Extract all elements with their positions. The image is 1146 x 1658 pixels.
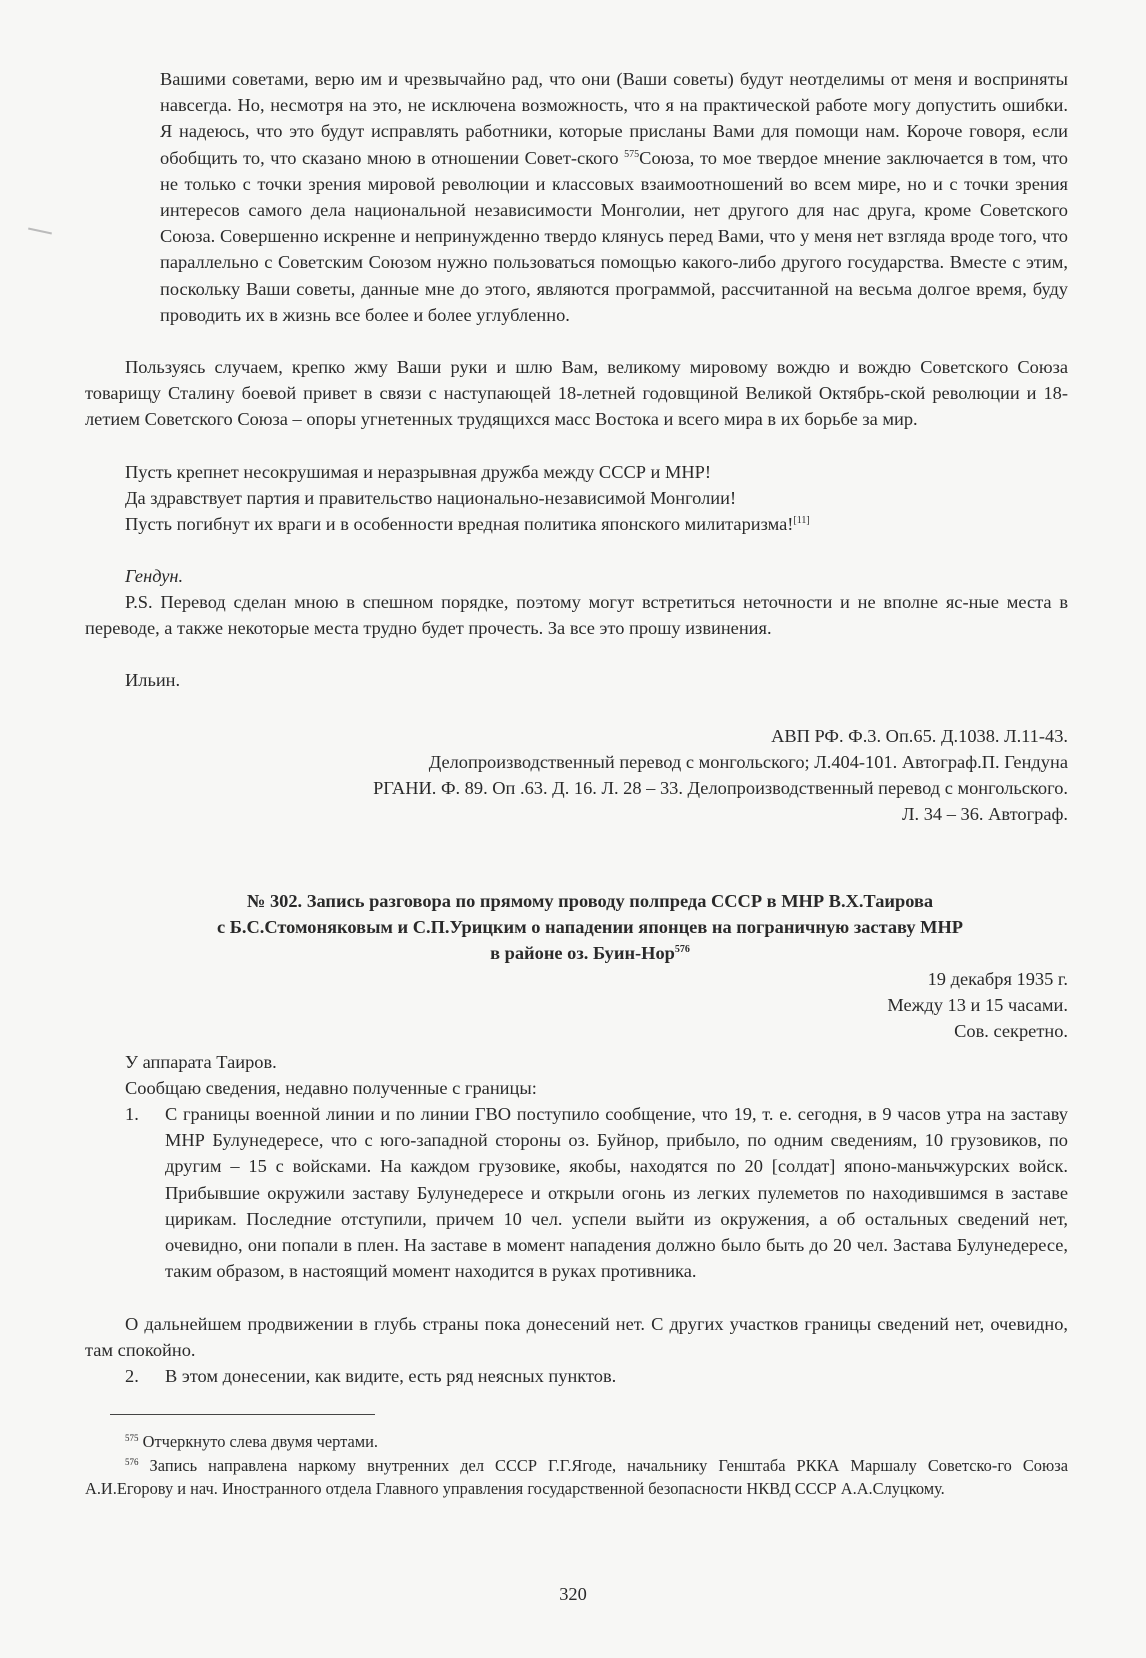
footnote-575 [85, 1431, 1068, 1454]
title-line-2: с Б.С.Стомоняковым и С.П.Урицким о нападении японцев на пограничную заставу МНР [216, 917, 964, 937]
source-line-2: Делопроизводственный перевод с монгольского; Л.404-101. Автограф.П. Гендуна [428, 752, 1068, 772]
intro-line: Сообщаю сведения, недавно полученные с границы: [125, 1078, 537, 1098]
source-line-1: АВП РФ. Ф.3. Оп.65. Д.1038. Л.11-43. [771, 726, 1068, 746]
translator-name: Ильин. [125, 670, 181, 690]
footnote-divider [110, 1414, 375, 1415]
at-apparatus: У аппарата Таиров. [125, 1052, 277, 1072]
list-item-1-number: 1. [125, 1104, 139, 1124]
document-date: 19 декабря 1935 г. [927, 969, 1068, 989]
signature: Гендун. [125, 566, 184, 586]
footnote-ref-575: 575 [624, 148, 640, 160]
footnote-576-text: Запись направлена наркому внутренних дел СССР Г.Г.Ягоде, начальнику Генштаба РККА Маршалу Советско-го Союза А.И.Егорову и нач. Иностранного отдела Главного управления государственной безопасности НКВД СССР А.А.Слуцкому. [85, 1456, 1068, 1498]
list-item-1 [125, 1101, 1068, 1284]
source-line-3: РГАНИ. Ф. 89. Оп .63. Д. 16. Л. 28 – 33. Делопроизводственный перевод с монгольского. [373, 778, 1068, 798]
slogan-enemies [125, 511, 810, 537]
title-line-3-text: в районе оз. Буин-Нор [490, 943, 675, 963]
list-item-2-text: В этом донесении, как видите, есть ряд неясных пунктов. [165, 1366, 617, 1386]
quote-text-b: Союза, то мое твердое мнение заключается в том, что не только с точки зрения мировой революции и классовых взаимоотношений во всем мире, но и с точки зрения интересов самого дела национальной независимости Монголии, нет другого для нас друга, кроме Советского Союза. Совершенно искренне и непринужденно твердо клянусь перед Вами, что у меня нет взгляда вроде того, что параллельно с Советским Союзом нужно пользоваться помощью какого-либо другого государства. Вместе с этим, поскольку Ваши советы, данные мне до этого, являются программой, рассчитанной на весьма долгое время, буду проводить их в жизнь все более и более углубленно. [160, 147, 1068, 325]
slogan-sup: [11] [793, 515, 810, 526]
title-line-1: № 302. Запись разговора по прямому проводу полпреда СССР в МНР В.Х.Таирова [246, 891, 934, 911]
footnote-576 [85, 1455, 1068, 1500]
greeting-paragraph: Пользуясь случаем, крепко жму Ваши руки и шлю Вам, великому мировому вождю и вождю Советского Союза товарищу Сталину боевой привет в связи с наступающей 18-летней годовщиной Великой Октябрь-ской революции и 18-летием Советского Союза – опоры угнетенных трудящихся масс Востока и всего мира в их борьбе за мир. [85, 357, 1068, 430]
slogan-friendship: Пусть крепнет несокрушимая и неразрывная дружба между СССР и МНР! [125, 462, 711, 482]
slogan-party: Да здравствует партия и правительство национально-независимой Монголии! [125, 488, 737, 508]
footnote-575-number: 575 [125, 1433, 139, 1443]
ps-paragraph: P.S. Перевод сделан мною в спешном порядке, поэтому могут встретиться неточности и не вполне яс-ные места в переводе, а также некоторые места трудно будет прочесть. За все это прошу извинения. [85, 592, 1068, 639]
document-title [160, 888, 1020, 966]
list-item-2-number: 2. [125, 1366, 139, 1386]
document-time: Между 13 и 15 часами. [887, 995, 1068, 1015]
page-number: 320 [559, 1584, 587, 1604]
slogan-enemies-text: Пусть погибнут их враги и в особенности вредная политика японского милитаризма! [125, 514, 794, 534]
after-paragraph: О дальнейшем продвижении в глубь страны пока донесений нет. С других участков границы сведений нет, очевидно, там спокойно. [85, 1314, 1068, 1361]
quote-text-a: Вашими советами, верю им и чрезвычайно рад, что они (Ваши советы) будут неотделимы от меня и восприняты навсегда. Но, несмотря на это, не исключена возможность, что я на практической работе могу допустить ошибки. Я надеюсь, что это будут исправлять работники, которые присланы Вами для помощи нам. Короче говоря, если обобщить то, что сказано мною в отношении Совет-ского [160, 69, 1068, 168]
footnote-576-number: 576 [125, 1457, 139, 1467]
quote-paragraph [160, 66, 1068, 328]
list-item-2 [125, 1363, 1068, 1389]
footnote-575-text: Отчеркнуто слева двумя чертами. [142, 1432, 378, 1451]
source-line-4: Л. 34 – 36. Автограф. [902, 804, 1068, 824]
list-item-1-text: С границы военной линии и по линии ГВО поступило сообщение, что 19, т. е. сегодня, в 9 часов утра на заставу МНР Булунедересе, что с юго-западной стороны оз. Буйнор, прибыло, по одним сведениям, 10 грузовиков, по другим – 15 с войсками. На каждом грузовике, якобы, находятся по 20 [солдат] японо-маньчжурских войск. Прибывшие окружили заставу Булунедересе и открыли огонь из легких пулеметов по находившимся в заставе цирикам. Последние отступили, причем 10 чел. успели выйти из окружения, а об остальных сведений нет, очевидно, они попали в плен. На заставе в момент нападения должно было быть до 20 чел. Застава Булунедересе, таким образом, в настоящий момент находится в руках противника. [165, 1104, 1068, 1282]
scan-mark [28, 228, 52, 235]
title-line-3 [160, 940, 1020, 966]
classification: Сов. секретно. [954, 1021, 1068, 1041]
footnote-ref-576: 576 [674, 944, 690, 955]
